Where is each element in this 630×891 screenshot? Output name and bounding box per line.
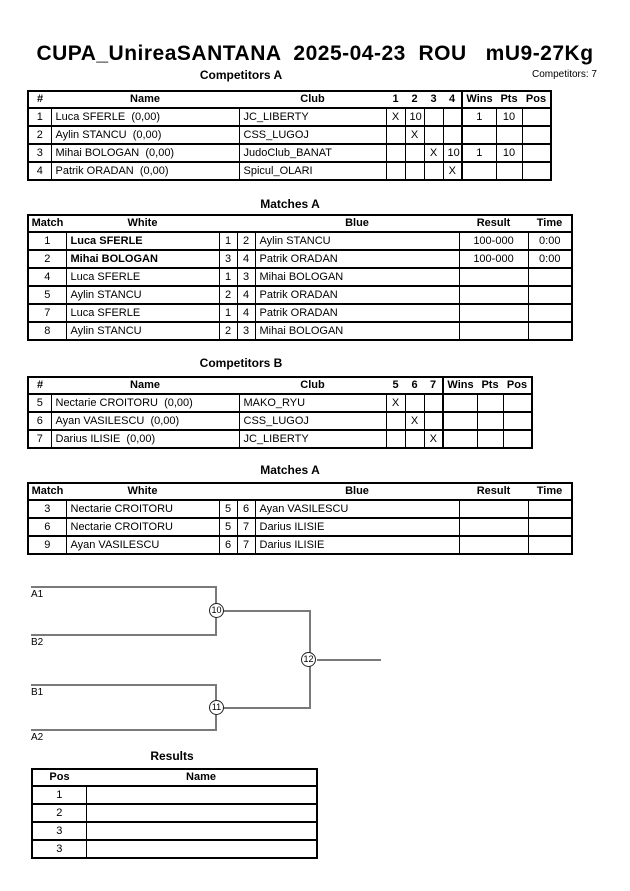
col-header-name: Name <box>186 771 216 783</box>
page-title: CUPA_UnireaSANTANA 2025-04-23 ROU mU9-27Kg <box>36 42 594 65</box>
round-cell <box>424 126 443 144</box>
blue-name-cell: Patrik ORADAN <box>255 286 459 304</box>
round-cell <box>386 144 405 162</box>
time-cell <box>528 536 572 554</box>
blue-number-cell: 4 <box>237 304 255 322</box>
blue-number-cell: 4 <box>237 286 255 304</box>
match-number-cell: 7 <box>28 304 66 322</box>
col-header-result: Result <box>476 217 511 229</box>
col-header-round-4: 4 <box>448 93 456 105</box>
time-cell <box>528 500 572 518</box>
col-header-number: # <box>36 93 44 105</box>
round-cell <box>424 412 443 430</box>
results-title: Results <box>150 749 194 763</box>
col-header-result: Result <box>476 485 511 497</box>
table-row <box>32 840 317 858</box>
pts-cell <box>496 162 522 180</box>
table-row <box>28 430 532 448</box>
blue-number-cell: 3 <box>237 322 255 340</box>
pos-cell <box>522 126 551 144</box>
round-cell: 10 <box>443 144 462 162</box>
table-row <box>28 250 572 268</box>
white-number-cell: 2 <box>219 322 237 340</box>
header-row <box>32 769 317 786</box>
header-row <box>28 215 572 232</box>
pos-cell <box>503 412 532 430</box>
club-cell: JudoClub_BANAT <box>239 144 386 162</box>
col-header-time: Time <box>536 217 563 229</box>
spacer-header <box>219 215 237 232</box>
bracket-line-final-out <box>317 659 381 661</box>
white-name-cell: Luca SFERLE <box>66 304 219 322</box>
col-header-blue: Blue <box>345 485 369 497</box>
white-number-cell: 5 <box>219 518 237 536</box>
col-header-pos: Pos <box>49 771 70 783</box>
white-number-cell: 6 <box>219 536 237 554</box>
bracket-node-match-11: 11 <box>209 700 224 715</box>
round-cell <box>386 162 405 180</box>
table-row <box>28 286 572 304</box>
name-cell: Patrik ORADAN (0,00) <box>51 162 239 180</box>
club-cell: JC_LIBERTY <box>239 430 386 448</box>
blue-name-cell: Aylin STANCU <box>255 232 459 250</box>
table-row <box>32 786 317 804</box>
bracket-slot-label-b2: B2 <box>31 637 44 648</box>
blue-name-cell: Patrik ORADAN <box>255 250 459 268</box>
blue-number-cell: 3 <box>237 268 255 286</box>
pos-cell: 1 <box>32 786 86 804</box>
match-number-cell: 4 <box>28 268 66 286</box>
round-cell: 10 <box>405 108 424 126</box>
round-cell <box>424 162 443 180</box>
bracket-slot-label-a2: A2 <box>31 732 44 743</box>
white-name-cell: Aylin STANCU <box>66 322 219 340</box>
blue-name-cell: Mihai BOLOGAN <box>255 268 459 286</box>
round-cell <box>443 126 462 144</box>
col-header-round-1: 1 <box>392 93 399 105</box>
pos-cell: 2 <box>32 804 86 822</box>
blue-number-cell: 6 <box>237 500 255 518</box>
white-name-cell: Mihai BOLOGAN <box>66 250 219 268</box>
pts-cell <box>477 394 503 412</box>
pts-cell <box>477 412 503 430</box>
matches-a-title: Matches A <box>260 197 320 211</box>
round-cell <box>443 108 462 126</box>
bracket-line-slot-b1 <box>31 684 217 686</box>
white-number-cell: 1 <box>219 304 237 322</box>
pos-cell <box>503 430 532 448</box>
club-cell: Spicul_OLARI <box>239 162 386 180</box>
bracket-line-slot-a2 <box>31 729 217 731</box>
table-row <box>32 822 317 840</box>
col-header-round-2: 2 <box>411 93 418 105</box>
table-row <box>28 268 572 286</box>
name-cell <box>86 840 317 858</box>
table-row <box>28 304 572 322</box>
table-row <box>28 162 551 180</box>
col-header-name: Name <box>130 379 160 391</box>
name-cell <box>86 786 317 804</box>
name-cell: Darius ILISIE (0,00) <box>51 430 239 448</box>
wins-cell <box>443 394 477 412</box>
white-number-cell: 3 <box>219 250 237 268</box>
bracket-line-semifinal-1-out <box>216 610 310 612</box>
name-cell: Nectarie CROITORU (0,00) <box>51 394 239 412</box>
col-header-round-7: 7 <box>429 379 437 391</box>
col-header-club: Club <box>300 93 325 105</box>
bracket-slot-label-a1: A1 <box>31 589 44 600</box>
competitors-count: Competitors: 7 <box>531 69 597 80</box>
number-cell: 2 <box>28 126 51 144</box>
col-header-round-5: 5 <box>392 379 399 391</box>
pts-cell: 10 <box>496 108 522 126</box>
time-cell: 0:00 <box>528 250 572 268</box>
col-header-club: Club <box>300 379 325 391</box>
round-cell <box>386 430 405 448</box>
matches-b-title: Matches A <box>260 463 320 477</box>
club-cell: JC_LIBERTY <box>239 108 386 126</box>
white-name-cell: Ayan VASILESCU <box>66 536 219 554</box>
col-header-wins: Wins <box>462 91 496 108</box>
col-header-number: # <box>36 379 44 391</box>
blue-name-cell: Darius ILISIE <box>255 536 459 554</box>
result-cell <box>459 286 528 304</box>
club-cell: CSS_LUGOJ <box>239 126 386 144</box>
header-row <box>28 483 572 500</box>
result-cell <box>459 536 528 554</box>
table-row <box>28 322 572 340</box>
name-cell: Ayan VASILESCU (0,00) <box>51 412 239 430</box>
col-header-blue: Blue <box>345 217 369 229</box>
col-header-time: Time <box>536 485 563 497</box>
match-number-cell: 1 <box>28 232 66 250</box>
bracket-line-slot-b2 <box>31 634 217 636</box>
result-cell <box>459 304 528 322</box>
bracket-node-match-10: 10 <box>209 603 224 618</box>
header-row <box>28 91 551 108</box>
pts-cell <box>477 430 503 448</box>
pos-cell: 3 <box>32 840 86 858</box>
bracket-slot-label-b1: B1 <box>31 687 44 698</box>
result-cell: 100-000 <box>459 232 528 250</box>
table-row <box>28 518 572 536</box>
round-cell: X <box>386 108 405 126</box>
round-cell: X <box>424 430 443 448</box>
table-row <box>28 108 551 126</box>
blue-number-cell: 7 <box>237 518 255 536</box>
round-cell: X <box>405 126 424 144</box>
table-row <box>28 232 572 250</box>
result-cell <box>459 518 528 536</box>
name-cell: Aylin STANCU (0,00) <box>51 126 239 144</box>
col-header-match: Match <box>31 485 64 497</box>
round-cell: X <box>405 412 424 430</box>
table-row <box>28 412 532 430</box>
table-row <box>28 144 551 162</box>
col-header-name: Name <box>130 93 160 105</box>
time-cell <box>528 286 572 304</box>
round-cell <box>405 162 424 180</box>
number-cell: 6 <box>28 412 51 430</box>
white-name-cell: Nectarie CROITORU <box>66 518 219 536</box>
col-header-round-6: 6 <box>411 379 418 391</box>
competitors-a-table <box>27 90 552 181</box>
white-number-cell: 2 <box>219 286 237 304</box>
white-name-cell: Luca SFERLE <box>66 232 219 250</box>
round-cell <box>405 144 424 162</box>
competitors-b-title: Competitors B <box>199 356 283 370</box>
col-header-pts: Pts <box>481 379 499 391</box>
blue-name-cell: Mihai BOLOGAN <box>255 322 459 340</box>
table-row <box>32 804 317 822</box>
time-cell: 0:00 <box>528 232 572 250</box>
wins-cell <box>462 162 496 180</box>
result-cell <box>459 500 528 518</box>
number-cell: 7 <box>28 430 51 448</box>
pos-cell <box>522 144 551 162</box>
time-cell <box>528 322 572 340</box>
result-cell <box>459 322 528 340</box>
matches-b-table <box>27 482 573 555</box>
col-header-match: Match <box>31 217 64 229</box>
match-number-cell: 9 <box>28 536 66 554</box>
round-cell: X <box>443 162 462 180</box>
blue-name-cell: Ayan VASILESCU <box>255 500 459 518</box>
col-header-pos: Pos <box>525 93 547 105</box>
round-cell: X <box>386 394 405 412</box>
round-cell <box>424 394 443 412</box>
col-header-pts: Pts <box>500 93 518 105</box>
time-cell <box>528 518 572 536</box>
time-cell <box>528 268 572 286</box>
col-header-white: White <box>127 217 158 229</box>
blue-number-cell: 4 <box>237 250 255 268</box>
result-cell: 100-000 <box>459 250 528 268</box>
pos-cell <box>522 108 551 126</box>
pos-cell: 3 <box>32 822 86 840</box>
wins-cell: 1 <box>462 144 496 162</box>
club-cell: MAKO_RYU <box>239 394 386 412</box>
table-row <box>28 126 551 144</box>
match-number-cell: 2 <box>28 250 66 268</box>
time-cell <box>528 304 572 322</box>
round-cell <box>386 412 405 430</box>
round-cell <box>405 430 424 448</box>
number-cell: 3 <box>28 144 51 162</box>
pts-cell <box>496 126 522 144</box>
spacer-header <box>237 483 255 500</box>
name-cell <box>86 822 317 840</box>
white-name-cell: Nectarie CROITORU <box>66 500 219 518</box>
col-header-wins: Wins <box>443 377 477 394</box>
white-name-cell: Luca SFERLE <box>66 268 219 286</box>
wins-cell <box>462 126 496 144</box>
table-row <box>28 536 572 554</box>
wins-cell <box>443 412 477 430</box>
pos-cell <box>503 394 532 412</box>
table-row <box>28 500 572 518</box>
pos-cell <box>522 162 551 180</box>
white-number-cell: 1 <box>219 268 237 286</box>
table-row <box>28 394 532 412</box>
col-header-round-3: 3 <box>430 93 437 105</box>
bracket-line-semifinal-2-out <box>216 707 310 709</box>
blue-number-cell: 2 <box>237 232 255 250</box>
bracket-line-slot-a1 <box>31 586 217 588</box>
round-cell: X <box>424 144 443 162</box>
spacer-header <box>237 215 255 232</box>
white-number-cell: 1 <box>219 232 237 250</box>
col-header-white: White <box>127 485 158 497</box>
name-cell: Luca SFERLE (0,00) <box>51 108 239 126</box>
number-cell: 1 <box>28 108 51 126</box>
round-cell <box>424 108 443 126</box>
match-number-cell: 5 <box>28 286 66 304</box>
match-number-cell: 3 <box>28 500 66 518</box>
result-cell <box>459 268 528 286</box>
wins-cell: 1 <box>462 108 496 126</box>
header-row <box>28 377 532 394</box>
blue-name-cell: Darius ILISIE <box>255 518 459 536</box>
spacer-header <box>219 483 237 500</box>
number-cell: 4 <box>28 162 51 180</box>
match-number-cell: 6 <box>28 518 66 536</box>
club-cell: CSS_LUGOJ <box>239 412 386 430</box>
blue-number-cell: 7 <box>237 536 255 554</box>
name-cell: Mihai BOLOGAN (0,00) <box>51 144 239 162</box>
white-number-cell: 5 <box>219 500 237 518</box>
round-cell <box>405 394 424 412</box>
number-cell: 5 <box>28 394 51 412</box>
wins-cell <box>443 430 477 448</box>
competitors-b-table <box>27 376 533 449</box>
round-cell <box>386 126 405 144</box>
matches-a-table <box>27 214 573 341</box>
col-header-pos: Pos <box>506 379 528 391</box>
bracket-node-match-12: 12 <box>301 652 316 667</box>
name-cell <box>86 804 317 822</box>
competitors-a-title: Competitors A <box>199 68 283 82</box>
blue-name-cell: Patrik ORADAN <box>255 304 459 322</box>
results-table <box>31 768 318 859</box>
pts-cell: 10 <box>496 144 522 162</box>
white-name-cell: Aylin STANCU <box>66 286 219 304</box>
match-number-cell: 8 <box>28 322 66 340</box>
